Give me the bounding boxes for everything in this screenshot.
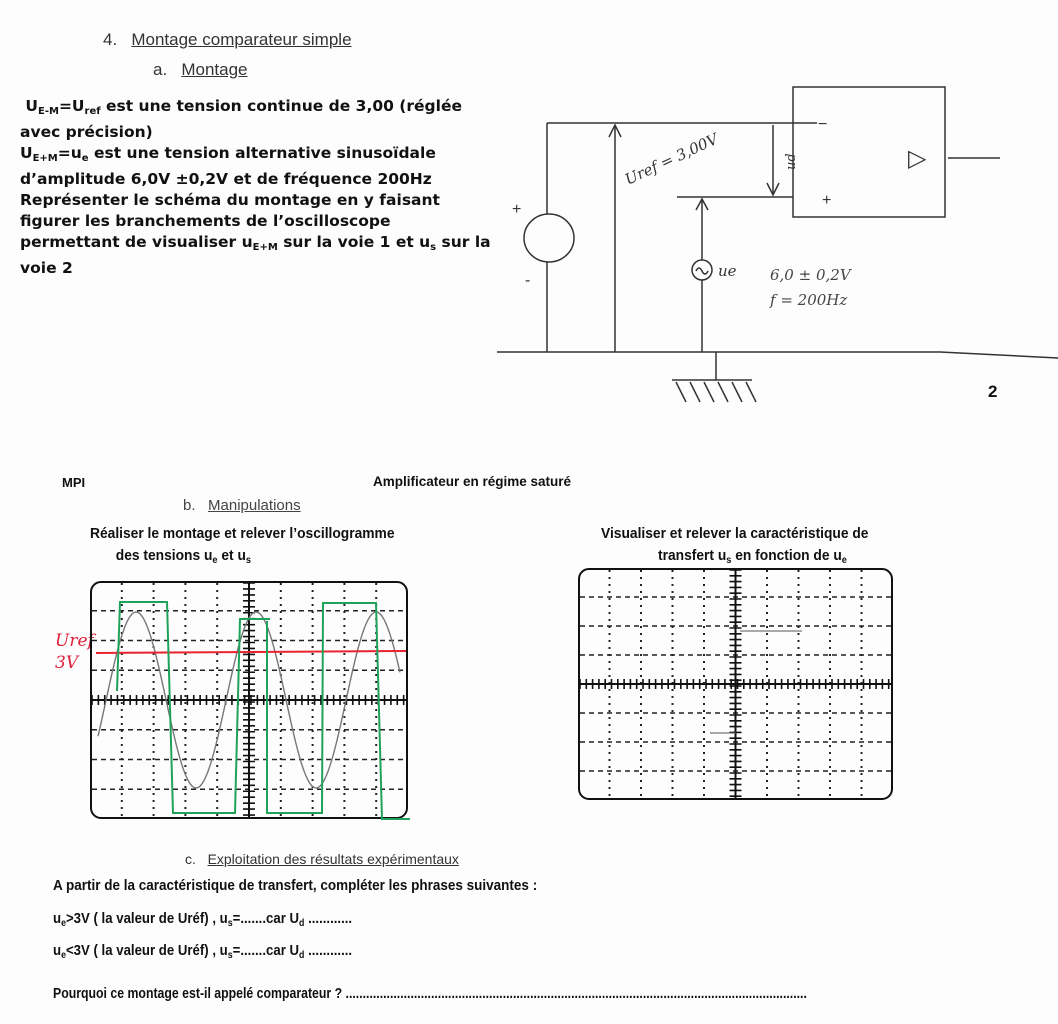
t: en fonction de u: [731, 547, 842, 564]
frequency-annotation: f = 200Hz: [770, 291, 848, 309]
opamp-plus-label: +: [822, 192, 832, 209]
header-title: Amplificateur en régime saturé: [373, 474, 572, 489]
t: permettant de visualiser u: [20, 233, 253, 251]
subsection-letter: c.: [185, 851, 196, 867]
subsection-c-heading: [185, 851, 459, 867]
t: d: [299, 918, 305, 929]
ud-arrow: [767, 125, 779, 195]
t: s: [227, 950, 233, 961]
header-class: MPI: [62, 475, 86, 490]
section-title: Montage comparateur simple: [131, 30, 352, 49]
page-number: 2: [988, 382, 998, 401]
t: d: [299, 950, 305, 961]
sentence-1: [53, 910, 352, 929]
ue-annotation: ue: [718, 262, 737, 280]
subsection-title: Montage: [181, 60, 248, 79]
t: =.......car U: [232, 910, 300, 927]
sine-glyph-icon: [696, 268, 708, 274]
t: transfert u: [658, 547, 727, 564]
uref-scope-annotation: [55, 630, 94, 674]
annotation-line: Uref: [55, 631, 94, 651]
t: e: [61, 918, 66, 929]
subsection-title: Exploitation des résultats expérimentaux: [207, 851, 459, 867]
uref-arrow: [609, 125, 621, 352]
t: e: [61, 950, 66, 961]
t: est une tension alternative sinusoïdale: [88, 144, 436, 162]
circuit-diagram: [0, 0, 1058, 420]
t: sur la: [436, 233, 491, 251]
opamp-triangle-icon: ▷: [908, 145, 927, 172]
subsection-letter: a.: [153, 60, 168, 79]
t: ref: [84, 106, 101, 117]
task-line: Visualiser et relever la caractéristique de: [601, 525, 869, 542]
dc-source-icon: [524, 214, 574, 262]
t: u: [53, 910, 62, 927]
question-text: Pourquoi ce montage est-il appelé comparateur ? .......................................................................................................................................: [53, 985, 807, 1002]
t: e: [212, 555, 218, 566]
subsection-b-heading: [183, 497, 301, 514]
amplitude-annotation: 6,0 ± 0,2V: [770, 266, 851, 284]
t: =U: [58, 97, 85, 115]
right-task: [601, 523, 868, 572]
ground-wire: [497, 352, 1058, 358]
uref-line: [96, 651, 406, 653]
intro-line: voie 2: [20, 259, 73, 277]
square-trace-us: [117, 602, 410, 819]
intro-line: figurer les branchements de l’oscilloscope: [20, 212, 391, 230]
left-task: [90, 523, 395, 572]
t: =u: [57, 144, 82, 162]
t: et u: [217, 547, 246, 564]
t: s: [245, 555, 251, 566]
ue-wire: [696, 199, 708, 352]
t: sur la voie 1 et u: [277, 233, 431, 251]
intro-line: avec précision): [20, 123, 153, 141]
t: E+M: [252, 242, 278, 253]
t: E-M: [38, 106, 59, 117]
transfer-characteristic-screen: [578, 568, 893, 800]
task-line: Réaliser le montage et relever l’oscillogramme: [90, 525, 395, 542]
t: est une tension continue de 3,00 (réglée: [100, 97, 462, 115]
t: E+M: [32, 153, 58, 164]
source-plus-label: +: [512, 201, 522, 218]
t: ............: [304, 910, 353, 927]
ground-icon: [672, 352, 756, 402]
t: =.......car U: [232, 942, 300, 959]
instruction-text: A partir de la caractéristique de transfert, compléter les phrases suivantes :: [53, 877, 538, 894]
sentence-2: [53, 942, 352, 961]
opamp-minus-label: −: [818, 116, 828, 133]
t: s: [726, 555, 732, 566]
section-number: 4.: [103, 30, 118, 49]
t: U: [20, 144, 33, 162]
t: e: [841, 555, 847, 566]
t: ............: [304, 942, 353, 959]
subsection-letter: b.: [183, 497, 196, 514]
t: U: [25, 97, 38, 115]
t: e: [81, 153, 89, 164]
oscillogram-screen: [90, 581, 408, 819]
source-minus-label: -: [525, 272, 531, 289]
t: s: [227, 918, 233, 929]
t: >3V ( la valeur de Uréf) , u: [65, 910, 228, 927]
subsection-title: Manipulations: [208, 497, 301, 514]
intro-line: Représenter le schéma du montage en y faisant: [20, 191, 440, 209]
t: s: [430, 242, 437, 253]
intro-line: d’amplitude 6,0V ±0,2V et de fréquence 200Hz: [20, 170, 432, 188]
t: u: [53, 942, 62, 959]
uref-annotation: Uref = 3,00V: [622, 129, 721, 189]
t: des tensions u: [115, 547, 213, 564]
annotation-line: 3V: [55, 653, 79, 673]
t: <3V ( la valeur de Uréf) , u: [65, 942, 228, 959]
ud-annotation: ud: [784, 153, 799, 170]
